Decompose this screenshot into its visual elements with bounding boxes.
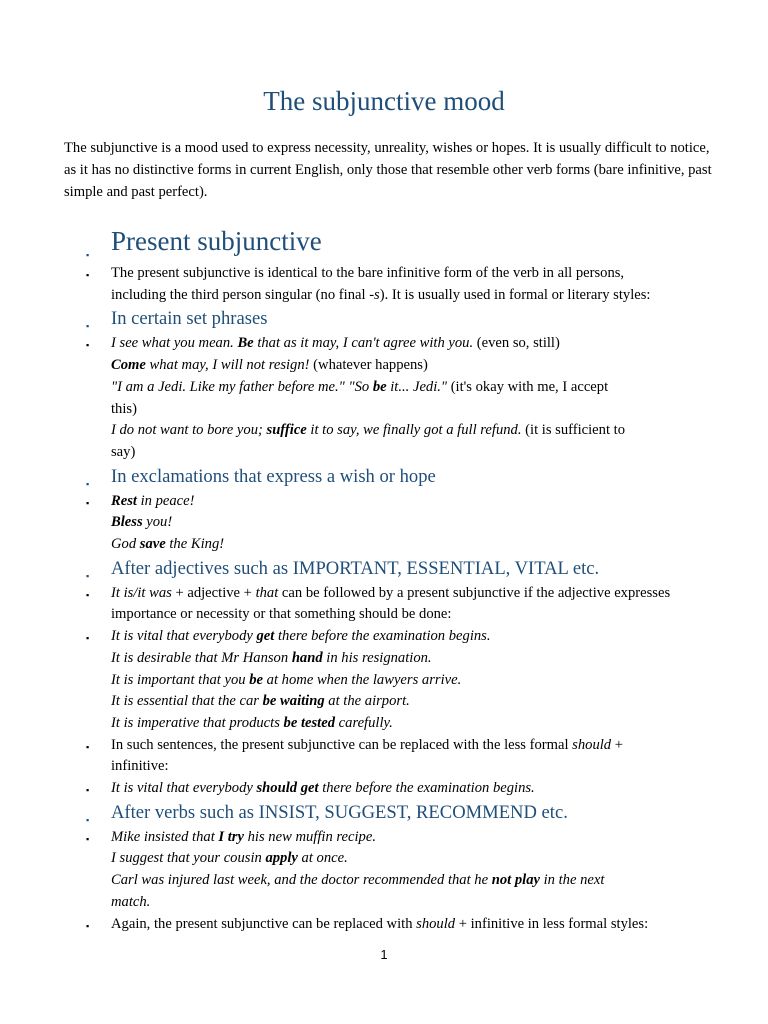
example-line: say) bbox=[111, 443, 136, 460]
section-heading bbox=[0, 224, 768, 258]
bullet-icon: ▪ bbox=[86, 741, 90, 752]
subheading-set-phrases: ▪ In certain set phrases bbox=[0, 308, 768, 330]
list-item bbox=[0, 827, 768, 914]
bullet-icon: ▪ bbox=[86, 478, 90, 489]
example-line: Rest in peace! bbox=[111, 492, 195, 509]
example-line: "I am a Jedi. Like my father before me." "So be it... Jedi." (it's okay with me, I accept bbox=[111, 378, 609, 395]
bullet-icon: ▪ bbox=[86, 497, 90, 508]
bullet-icon: ▪ bbox=[86, 250, 90, 260]
example-line: I see what you mean. Be that as it may, I can't agree with you. (even so, still) bbox=[111, 335, 560, 352]
text-line: It is/it was + adjective + that can be followed by a present subjunctive if the adjective expresses bbox=[111, 584, 671, 601]
bullet-icon: ▪ bbox=[86, 785, 90, 796]
example-line: Carl was injured last week, and the doctor recommended that he not play in the next bbox=[111, 872, 605, 889]
example-line: match. bbox=[111, 893, 151, 910]
bullet-icon: ▪ bbox=[86, 589, 90, 600]
example-line: It is essential that the car be waiting at the airport. bbox=[111, 693, 410, 710]
example-line: God save the King! bbox=[111, 536, 225, 553]
bullet-icon: ▪ bbox=[86, 570, 90, 581]
example-line: I do not want to bore you; suffice it to say, we finally got a full refund. (it is sufficient to bbox=[111, 422, 625, 439]
text-line: In such sentences, the present subjunctive can be replaced with the less formal should + bbox=[111, 736, 623, 753]
subheading-verbs: ▪ After verbs such as INSIST, SUGGEST, RECOMMEND etc. bbox=[0, 802, 768, 824]
example-line: Mike insisted that I try his new muffin recipe. bbox=[111, 828, 376, 845]
example-line: I suggest that your cousin apply at once. bbox=[111, 850, 348, 867]
list-item bbox=[0, 735, 768, 778]
list-item bbox=[0, 914, 768, 936]
list-item bbox=[0, 583, 768, 626]
page-number: 1 bbox=[380, 947, 388, 962]
bullet-icon: ▪ bbox=[86, 321, 90, 332]
text-line: including the third person singular (no final -s). It is usually used in formal or literary styles: bbox=[111, 286, 651, 303]
list-item bbox=[0, 778, 768, 800]
list-item bbox=[0, 333, 768, 463]
bullet-icon: ▪ bbox=[86, 833, 90, 844]
subheading-exclamations: ▪ In exclamations that express a wish or hope bbox=[0, 466, 768, 488]
bullet-icon: ▪ bbox=[86, 340, 90, 351]
example-line: It is important that you be at home when the lawyers arrive. bbox=[111, 671, 462, 688]
list-item bbox=[0, 263, 768, 306]
text-line: The present subjunctive is identical to the bare infinitive form of the verb in all persons, bbox=[111, 265, 625, 281]
subheading-adjectives: ▪ After adjectives such as IMPORTANT, ESSENTIAL, VITAL etc. bbox=[0, 558, 768, 580]
text-line: importance or necessity or that something should be done: bbox=[111, 606, 452, 623]
text-line: infinitive: bbox=[111, 758, 169, 775]
example-line: Come what may, I will not resign! (whatever happens) bbox=[111, 357, 428, 374]
text-line: Again, the present subjunctive can be replaced with should + infinitive in less formal styles: bbox=[111, 915, 649, 932]
example-line: Bless you! bbox=[111, 514, 173, 531]
bullet-icon: ▪ bbox=[86, 814, 90, 825]
intro-paragraph: The subjunctive is a mood used to express necessity, unreality, wishes or hopes. It is usually difficult to notice, as it has no distinctive forms in current English, only those that resemble other verb forms (bare infinitive, past simple and past perfect). bbox=[64, 140, 712, 200]
page-title: The subjunctive mood bbox=[263, 86, 505, 116]
bullet-icon: ▪ bbox=[86, 270, 90, 280]
bullet-icon: ▪ bbox=[86, 920, 90, 931]
example-line: It is desirable that Mr Hanson hand in his resignation. bbox=[111, 649, 432, 666]
list-item bbox=[0, 491, 768, 556]
example-line: It is vital that everybody get there before the examination begins. bbox=[111, 628, 491, 645]
example-line: this) bbox=[111, 400, 137, 417]
bullet-icon: ▪ bbox=[86, 633, 90, 644]
section-heading-text: Present subjunctive bbox=[111, 226, 322, 256]
example-line: It is imperative that products be tested carefully. bbox=[111, 714, 393, 731]
list-item bbox=[0, 626, 768, 735]
example-line: It is vital that everybody should get there before the examination begins. bbox=[111, 780, 535, 797]
content-list bbox=[0, 224, 768, 935]
